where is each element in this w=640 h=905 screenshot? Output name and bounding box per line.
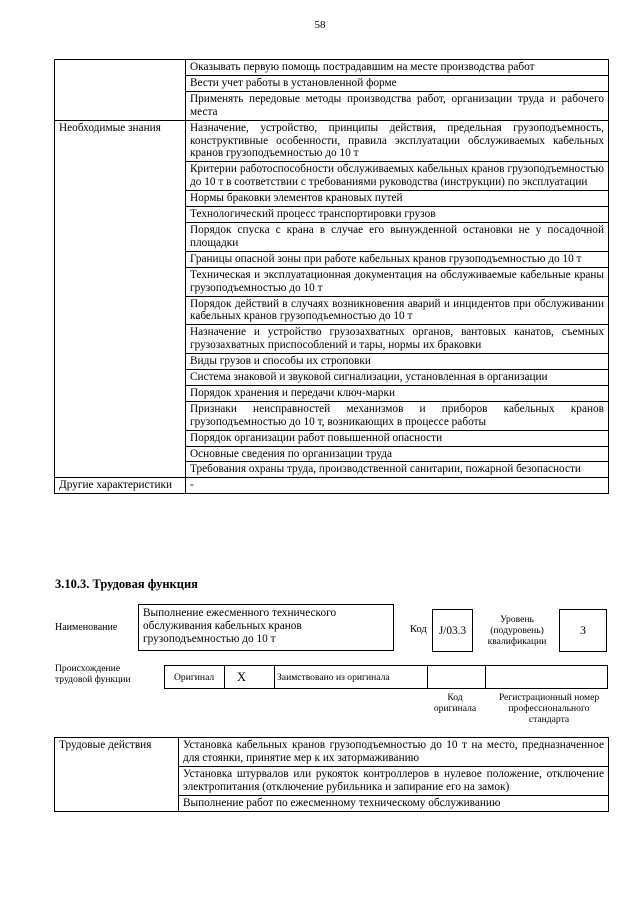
- page-number: 58: [314, 19, 326, 31]
- other-value: -: [186, 478, 609, 494]
- qualification-level: 3: [559, 609, 607, 652]
- knowledge-item: Критерии работоспособности обслуживаемых кабельных кранов грузоподъемностью до 10 т в соответствии с требованиями руководства (инструкции) по эксплуатации: [186, 162, 609, 191]
- reg-number-label: Регистрационный номер профессионального стандарта: [498, 692, 600, 725]
- skills-label-cell: [55, 60, 186, 121]
- knowledge-item: Требования охраны труда, производственной санитарии, пожарной безопасности: [186, 462, 609, 478]
- knowledge-item: Признаки неисправностей механизмов и приборов кабельных кранов грузоподъемностью до 10 т, возникающих в процессе работы: [186, 401, 609, 430]
- table-row: [55, 120, 609, 162]
- origin-label: Происхождение трудовой функции: [55, 663, 131, 685]
- requirements-table: [54, 59, 609, 494]
- knowledge-item: Техническая и эксплуатационная документация на обслуживаемые кабельные краны грузоподъемностью до 10 т: [186, 267, 609, 296]
- skill-item: Вести учет работы в установленной форме: [186, 75, 609, 91]
- knowledge-item: Порядок действий в случаях возникновения аварий и инцидентов при обслуживании кабельных кранов грузоподъемностью до 10 т: [186, 296, 609, 325]
- name-label: Наименование: [55, 622, 118, 633]
- code-label: Код: [410, 624, 427, 635]
- table-row: [55, 478, 609, 494]
- knowledge-item: Виды грузов и способы их строповки: [186, 354, 609, 370]
- knowledge-item: Система знаковой и звуковой сигнализации, установленная в организации: [186, 370, 609, 386]
- function-name: Выполнение ежесменного технического обслуживания кабельных кранов грузоподъемностью до 10 т: [138, 604, 394, 651]
- function-code: J/03.3: [432, 609, 473, 652]
- action-item: Установка кабельных кранов грузоподъемностью до 10 т на место, предназначенное для стоянки, принятие мер к их затормаживанию: [179, 738, 609, 767]
- knowledge-item: Границы опасной зоны при работе кабельных кранов грузоподъемностью до 10 т: [186, 251, 609, 267]
- knowledge-item: Назначение и устройство грузозахватных органов, вантовых канатов, съемных грузозахватных приспособлений и тары, нормы их браковки: [186, 325, 609, 354]
- knowledge-item: Порядок организации работ повышенной опасности: [186, 430, 609, 446]
- origin-row: [164, 665, 608, 689]
- table-row: [55, 738, 609, 767]
- skill-item: Оказывать первую помощь пострадавшим на месте производства работ: [186, 60, 609, 76]
- knowledge-item: Назначение, устройство, принципы действия, предельная грузоподъемность, конструктивные особенности, правила эксплуатации обслуживаемых кабельных кранов грузоподъемностью до 10 т: [186, 120, 609, 162]
- orig-code-cell: [428, 666, 486, 688]
- knowledge-item: Нормы браковки элементов крановых путей: [186, 191, 609, 207]
- knowledge-item: Технологический процесс транспортировки грузов: [186, 207, 609, 223]
- original-label: Оригинал: [165, 666, 225, 688]
- other-label: Другие характеристики: [55, 478, 186, 494]
- action-item: Выполнение работ по ежесменному техническому обслуживанию: [179, 795, 609, 811]
- level-label: Уровень (подуровень) квалификации: [487, 614, 547, 647]
- table-row: [55, 60, 609, 76]
- orig-code-label: Код оригинала: [433, 692, 477, 714]
- skill-item: Применять передовые методы производства работ, организации труда и рабочего места: [186, 91, 609, 120]
- action-item: Установка штурвалов или рукояток контроллеров в нулевое положение, отключение электропитания (отключение рубильника и запирание его на замок): [179, 766, 609, 795]
- original-mark: X: [225, 666, 275, 688]
- knowledge-label: Необходимые знания: [55, 120, 186, 478]
- section-title: 3.10.3. Трудовая функция: [55, 577, 198, 591]
- knowledge-item: Порядок спуска с крана в случае его вынужденной остановки не у посадочной площадки: [186, 222, 609, 251]
- actions-table: [54, 737, 609, 812]
- actions-label: Трудовые действия: [55, 738, 179, 812]
- borrowed-label: Заимствовано из оригинала: [275, 666, 428, 688]
- knowledge-item: Порядок хранения и передачи ключ-марки: [186, 385, 609, 401]
- reg-number-cell: [486, 666, 607, 688]
- knowledge-item: Основные сведения по организации труда: [186, 446, 609, 462]
